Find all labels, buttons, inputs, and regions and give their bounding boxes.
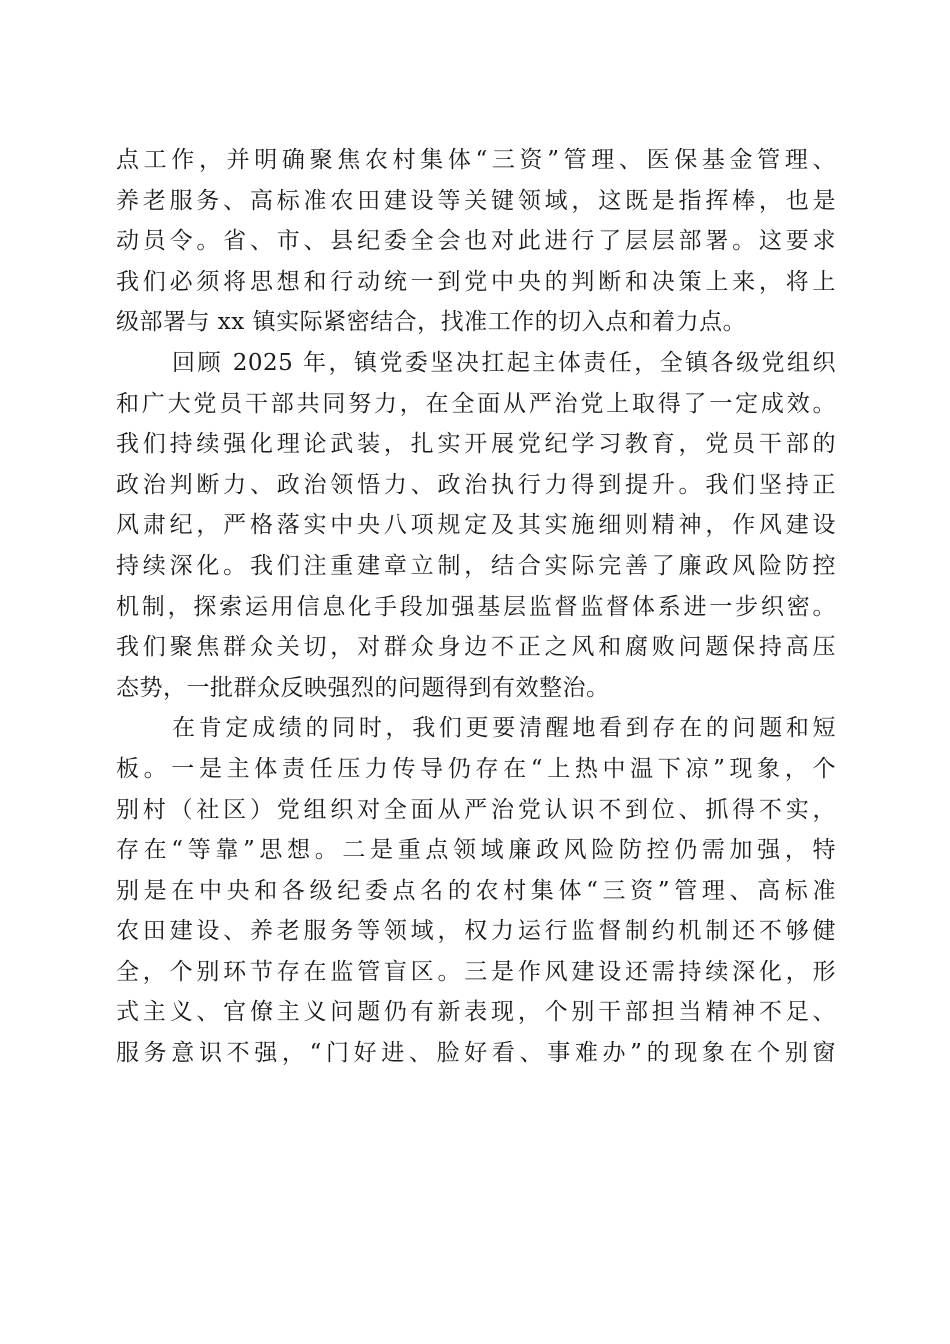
text-line: 级部署与 xx 镇实际紧密结合，找准工作的切入点和着力点。	[116, 309, 747, 336]
text-line: 我们必须将思想和行动统一到党中央的判断和决策上来，将上	[116, 268, 836, 295]
text-line: 我们聚焦群众关切，对群众身边不正之风和腐败问题保持高压	[116, 634, 836, 661]
text-line: 别是在中央和各级纪委点名的农村集体“三资”管理、高标准	[116, 877, 836, 904]
text-line: 我们持续强化理论武装，扎实开展党纪学习教育，党员干部的	[116, 431, 836, 458]
text-line: 在肯定成绩的同时，我们更要清醒地看到存在的问题和短	[172, 715, 836, 742]
text-line: 机制，探索运用信息化手段加强基层监督监督体系进一步织密。	[116, 593, 836, 620]
text-line: 和广大党员干部共同努力，在全面从严治党上取得了一定成效。	[116, 390, 836, 417]
text-line: 态势，一批群众反映强烈的问题得到有效整治。	[116, 674, 610, 701]
text-line: 回顾 2025 年，镇党委坚决扛起主体责任，全镇各级党组织	[172, 349, 836, 376]
text-line: 式主义、官僚主义问题仍有新表现，个别干部担当精神不足、	[116, 999, 836, 1026]
text-line: 服务意识不强，“门好进、脸好看、事难办”的现象在个别窗	[116, 1040, 836, 1067]
text-line: 持续深化。我们注重建章立制，结合实际完善了廉政风险防控	[116, 552, 836, 579]
text-line: 别村（社区）党组织对全面从严治党认识不到位、抓得不实，	[116, 796, 836, 823]
document-body	[116, 140, 836, 1074]
text-line: 政治判断力、政治领悟力、政治执行力得到提升。我们坚持正	[116, 471, 836, 498]
text-line: 板。一是主体责任压力传导仍存在“上热中温下凉”现象，个	[116, 755, 836, 782]
text-line: 动员令。省、市、县纪委全会也对此进行了层层部署。这要求	[116, 228, 836, 255]
text-line: 农田建设、养老服务等领域，权力运行监督制约机制还不够健	[116, 918, 836, 945]
text-line: 养老服务、高标准农田建设等关键领域，这既是指挥棒，也是	[116, 187, 836, 214]
text-line: 风肃纪，严格落实中央八项规定及其实施细则精神，作风建设	[116, 512, 836, 539]
text-line: 全，个别环节存在监管盲区。三是作风建设还需持续深化，形	[116, 958, 836, 985]
text-line: 点工作，并明确聚焦农村集体“三资”管理、医保基金管理、	[116, 147, 836, 173]
text-line: 存在“等靠”思想。二是重点领域廉政风险防控仍需加强，特	[116, 837, 836, 864]
